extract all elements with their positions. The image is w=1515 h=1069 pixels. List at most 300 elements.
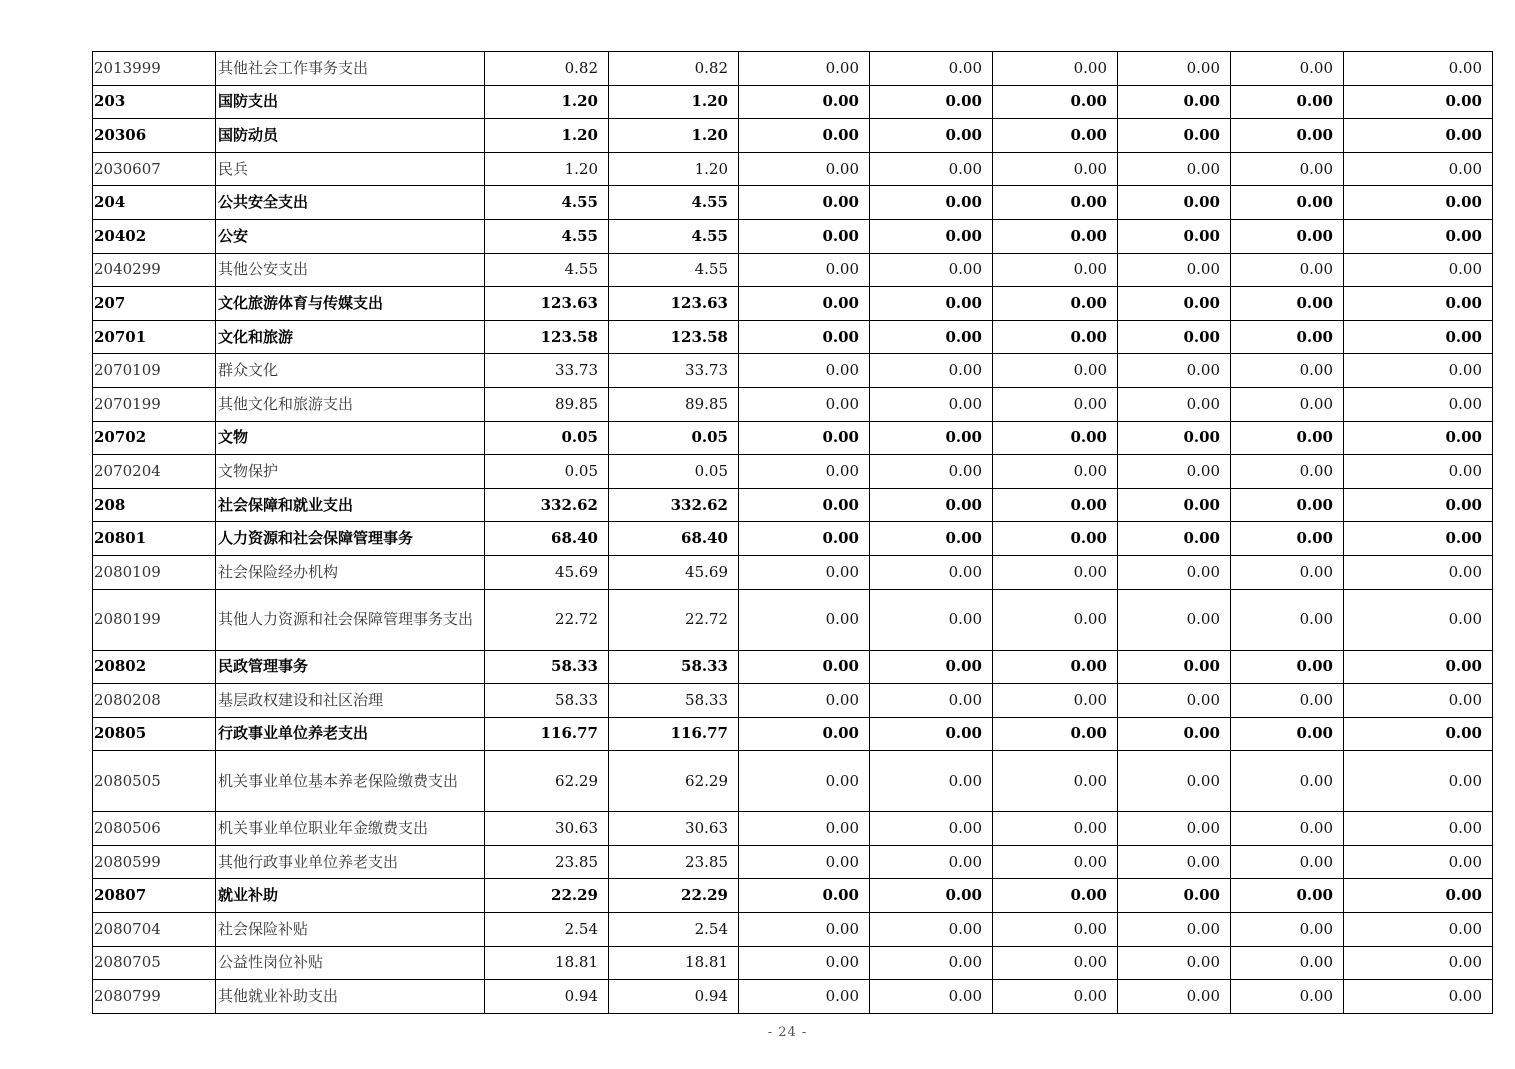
amount-cell: 0.00 [870, 522, 993, 556]
table-row [93, 555, 1493, 589]
amount-cell: 68.40 [485, 522, 609, 556]
amount-cell: 0.00 [1118, 555, 1231, 589]
table-row [93, 455, 1493, 489]
amount-cell: 2.54 [485, 913, 609, 947]
amount-cell: 89.85 [485, 387, 609, 421]
amount-cell: 0.00 [739, 980, 870, 1014]
subject-name-cell: 文物保护 [216, 455, 485, 489]
amount-cell: 0.00 [739, 52, 870, 86]
amount-cell: 0.00 [739, 119, 870, 153]
subject-name-cell: 社会保险补贴 [216, 913, 485, 947]
amount-cell: 0.00 [1118, 879, 1231, 913]
amount-cell: 0.00 [993, 946, 1118, 980]
subject-name-cell: 其他社会工作事务支出 [216, 52, 485, 86]
amount-cell: 0.00 [1118, 812, 1231, 846]
amount-cell: 0.00 [1344, 980, 1493, 1014]
amount-cell: 0.05 [485, 421, 609, 455]
amount-cell: 0.00 [1118, 421, 1231, 455]
amount-cell: 0.00 [1231, 52, 1344, 86]
amount-cell: 0.00 [1344, 717, 1493, 751]
table-row [93, 650, 1493, 684]
amount-cell: 0.00 [739, 354, 870, 388]
amount-cell: 22.29 [609, 879, 739, 913]
amount-cell: 0.00 [1344, 421, 1493, 455]
amount-cell: 0.00 [870, 684, 993, 718]
amount-cell: 0.94 [485, 980, 609, 1014]
subject-code-cell: 20807 [93, 879, 216, 913]
amount-cell: 0.00 [1344, 555, 1493, 589]
amount-cell: 0.00 [739, 455, 870, 489]
amount-cell: 0.00 [1118, 522, 1231, 556]
amount-cell: 0.00 [870, 555, 993, 589]
table-row [93, 879, 1493, 913]
amount-cell: 1.20 [609, 85, 739, 119]
amount-cell: 0.00 [1231, 287, 1344, 321]
amount-cell: 0.00 [1344, 219, 1493, 253]
subject-name-cell: 其他公安支出 [216, 253, 485, 287]
subject-code-cell: 20701 [93, 320, 216, 354]
amount-cell: 30.63 [609, 812, 739, 846]
amount-cell: 22.29 [485, 879, 609, 913]
amount-cell: 0.00 [1344, 522, 1493, 556]
subject-name-cell: 其他人力资源和社会保障管理事务支出 [216, 589, 485, 650]
amount-cell: 0.00 [739, 85, 870, 119]
subject-name-cell: 文化旅游体育与传媒支出 [216, 287, 485, 321]
subject-code-cell: 2080199 [93, 589, 216, 650]
amount-cell: 0.00 [993, 421, 1118, 455]
amount-cell: 0.00 [1231, 354, 1344, 388]
amount-cell: 0.00 [1118, 219, 1231, 253]
amount-cell: 0.00 [1118, 717, 1231, 751]
subject-name-cell: 国防支出 [216, 85, 485, 119]
amount-cell: 0.00 [1344, 946, 1493, 980]
amount-cell: 0.00 [739, 589, 870, 650]
amount-cell: 0.00 [1118, 845, 1231, 879]
amount-cell: 0.00 [739, 717, 870, 751]
subject-code-cell: 2070199 [93, 387, 216, 421]
amount-cell: 0.00 [870, 946, 993, 980]
amount-cell: 0.00 [1118, 354, 1231, 388]
amount-cell: 23.85 [609, 845, 739, 879]
subject-name-cell: 公安 [216, 219, 485, 253]
subject-name-cell: 公益性岗位补贴 [216, 946, 485, 980]
amount-cell: 0.00 [1231, 913, 1344, 947]
amount-cell: 0.00 [993, 253, 1118, 287]
amount-cell: 2.54 [609, 913, 739, 947]
amount-cell: 0.00 [993, 186, 1118, 220]
amount-cell: 0.05 [609, 421, 739, 455]
amount-cell: 58.33 [609, 650, 739, 684]
amount-cell: 0.00 [1231, 219, 1344, 253]
amount-cell: 0.00 [993, 52, 1118, 86]
amount-cell: 0.00 [739, 555, 870, 589]
subject-code-cell: 20805 [93, 717, 216, 751]
amount-cell: 0.00 [1344, 52, 1493, 86]
table-row [93, 253, 1493, 287]
amount-cell: 0.00 [870, 152, 993, 186]
subject-code-cell: 2030607 [93, 152, 216, 186]
amount-cell: 0.00 [1118, 684, 1231, 718]
amount-cell: 0.00 [870, 287, 993, 321]
amount-cell: 0.00 [1344, 488, 1493, 522]
amount-cell: 0.00 [1118, 85, 1231, 119]
amount-cell: 0.00 [993, 589, 1118, 650]
subject-name-cell: 行政事业单位养老支出 [216, 717, 485, 751]
amount-cell: 0.00 [1231, 387, 1344, 421]
amount-cell: 33.73 [609, 354, 739, 388]
amount-cell: 0.00 [870, 845, 993, 879]
amount-cell: 0.00 [1231, 812, 1344, 846]
amount-cell: 23.85 [485, 845, 609, 879]
amount-cell: 0.00 [1118, 650, 1231, 684]
table-body [93, 52, 1493, 1014]
amount-cell: 4.55 [485, 219, 609, 253]
subject-name-cell: 机关事业单位职业年金缴费支出 [216, 812, 485, 846]
amount-cell: 0.00 [993, 387, 1118, 421]
amount-cell: 1.20 [485, 152, 609, 186]
amount-cell: 0.00 [1231, 717, 1344, 751]
subject-name-cell: 群众文化 [216, 354, 485, 388]
amount-cell: 0.00 [1344, 455, 1493, 489]
amount-cell: 0.00 [1118, 913, 1231, 947]
subject-code-cell: 207 [93, 287, 216, 321]
amount-cell: 0.00 [1344, 152, 1493, 186]
amount-cell: 0.00 [993, 119, 1118, 153]
table-row [93, 52, 1493, 86]
subject-code-cell: 2013999 [93, 52, 216, 86]
amount-cell: 0.00 [739, 913, 870, 947]
amount-cell: 0.00 [1231, 946, 1344, 980]
amount-cell: 89.85 [609, 387, 739, 421]
amount-cell: 0.82 [609, 52, 739, 86]
amount-cell: 0.00 [1344, 387, 1493, 421]
amount-cell: 0.00 [993, 717, 1118, 751]
subject-name-cell: 文化和旅游 [216, 320, 485, 354]
subject-code-cell: 20402 [93, 219, 216, 253]
amount-cell: 0.00 [1231, 186, 1344, 220]
amount-cell: 123.63 [609, 287, 739, 321]
subject-code-cell: 2080799 [93, 980, 216, 1014]
amount-cell: 0.00 [1118, 119, 1231, 153]
amount-cell: 4.55 [609, 253, 739, 287]
amount-cell: 0.00 [993, 488, 1118, 522]
amount-cell: 0.00 [1344, 751, 1493, 812]
amount-cell: 0.00 [993, 879, 1118, 913]
subject-code-cell: 2070204 [93, 455, 216, 489]
amount-cell: 0.00 [870, 751, 993, 812]
subject-name-cell: 其他就业补助支出 [216, 980, 485, 1014]
subject-code-cell: 2080599 [93, 845, 216, 879]
amount-cell: 0.00 [1344, 186, 1493, 220]
amount-cell: 0.00 [739, 751, 870, 812]
amount-cell: 0.00 [739, 219, 870, 253]
amount-cell: 0.00 [1344, 589, 1493, 650]
table-row [93, 717, 1493, 751]
amount-cell: 0.00 [739, 287, 870, 321]
amount-cell: 0.00 [1118, 152, 1231, 186]
subject-name-cell: 其他文化和旅游支出 [216, 387, 485, 421]
table-row [93, 287, 1493, 321]
amount-cell: 332.62 [485, 488, 609, 522]
amount-cell: 332.62 [609, 488, 739, 522]
amount-cell: 0.00 [1231, 320, 1344, 354]
amount-cell: 0.00 [993, 522, 1118, 556]
amount-cell: 0.00 [1231, 845, 1344, 879]
amount-cell: 58.33 [485, 650, 609, 684]
amount-cell: 4.55 [485, 253, 609, 287]
subject-code-cell: 2080208 [93, 684, 216, 718]
table-row [93, 186, 1493, 220]
subject-code-cell: 2080705 [93, 946, 216, 980]
amount-cell: 0.00 [1231, 85, 1344, 119]
amount-cell: 22.72 [485, 589, 609, 650]
amount-cell: 0.00 [870, 879, 993, 913]
amount-cell: 0.00 [993, 812, 1118, 846]
amount-cell: 1.20 [609, 152, 739, 186]
amount-cell: 0.00 [1231, 421, 1344, 455]
amount-cell: 0.00 [870, 85, 993, 119]
subject-code-cell: 2070109 [93, 354, 216, 388]
table-row [93, 219, 1493, 253]
amount-cell: 0.00 [1118, 387, 1231, 421]
amount-cell: 0.00 [870, 320, 993, 354]
subject-name-cell: 就业补助 [216, 879, 485, 913]
amount-cell: 22.72 [609, 589, 739, 650]
amount-cell: 116.77 [485, 717, 609, 751]
amount-cell: 0.00 [870, 717, 993, 751]
amount-cell: 4.55 [609, 186, 739, 220]
subject-name-cell: 其他行政事业单位养老支出 [216, 845, 485, 879]
amount-cell: 0.00 [1118, 455, 1231, 489]
amount-cell: 0.00 [739, 488, 870, 522]
subject-name-cell: 人力资源和社会保障管理事务 [216, 522, 485, 556]
table-row [93, 522, 1493, 556]
subject-name-cell: 国防动员 [216, 119, 485, 153]
amount-cell: 0.00 [1231, 253, 1344, 287]
amount-cell: 0.00 [870, 219, 993, 253]
amount-cell: 0.00 [1231, 684, 1344, 718]
subject-code-cell: 20306 [93, 119, 216, 153]
table-row [93, 152, 1493, 186]
amount-cell: 0.00 [1231, 555, 1344, 589]
amount-cell: 0.00 [870, 253, 993, 287]
amount-cell: 0.00 [870, 421, 993, 455]
amount-cell: 0.00 [870, 354, 993, 388]
amount-cell: 0.00 [1231, 488, 1344, 522]
amount-cell: 4.55 [485, 186, 609, 220]
amount-cell: 0.00 [739, 152, 870, 186]
subject-name-cell: 社会保险经办机构 [216, 555, 485, 589]
amount-cell: 0.00 [739, 522, 870, 556]
amount-cell: 0.00 [993, 980, 1118, 1014]
amount-cell: 0.00 [870, 186, 993, 220]
amount-cell: 0.00 [870, 488, 993, 522]
amount-cell: 0.00 [1344, 287, 1493, 321]
amount-cell: 0.00 [1118, 946, 1231, 980]
subject-name-cell: 民政管理事务 [216, 650, 485, 684]
subject-code-cell: 2080505 [93, 751, 216, 812]
amount-cell: 0.00 [993, 320, 1118, 354]
amount-cell: 0.00 [739, 186, 870, 220]
subject-code-cell: 2040299 [93, 253, 216, 287]
amount-cell: 33.73 [485, 354, 609, 388]
amount-cell: 0.00 [993, 751, 1118, 812]
amount-cell: 0.00 [1344, 879, 1493, 913]
amount-cell: 30.63 [485, 812, 609, 846]
amount-cell: 0.00 [1344, 812, 1493, 846]
amount-cell: 0.00 [1118, 52, 1231, 86]
amount-cell: 0.00 [1118, 320, 1231, 354]
amount-cell: 0.00 [1118, 186, 1231, 220]
table-row [93, 320, 1493, 354]
table-row [93, 684, 1493, 718]
amount-cell: 0.05 [609, 455, 739, 489]
amount-cell: 0.00 [1231, 980, 1344, 1014]
amount-cell: 0.82 [485, 52, 609, 86]
table-row [93, 913, 1493, 947]
table-row [93, 85, 1493, 119]
subject-name-cell: 公共安全支出 [216, 186, 485, 220]
amount-cell: 0.00 [1231, 119, 1344, 153]
amount-cell: 0.94 [609, 980, 739, 1014]
amount-cell: 0.00 [870, 119, 993, 153]
amount-cell: 0.00 [993, 287, 1118, 321]
table-row [93, 751, 1493, 812]
amount-cell: 0.00 [739, 684, 870, 718]
amount-cell: 0.00 [1344, 354, 1493, 388]
subject-name-cell: 文物 [216, 421, 485, 455]
subject-name-cell: 社会保障和就业支出 [216, 488, 485, 522]
amount-cell: 0.00 [870, 387, 993, 421]
amount-cell: 0.00 [739, 879, 870, 913]
subject-code-cell: 20702 [93, 421, 216, 455]
table-row [93, 354, 1493, 388]
amount-cell: 123.58 [485, 320, 609, 354]
subject-code-cell: 20802 [93, 650, 216, 684]
amount-cell: 0.00 [993, 354, 1118, 388]
amount-cell: 68.40 [609, 522, 739, 556]
subject-name-cell: 基层政权建设和社区治理 [216, 684, 485, 718]
amount-cell: 123.58 [609, 320, 739, 354]
amount-cell: 0.00 [739, 320, 870, 354]
amount-cell: 0.00 [870, 650, 993, 684]
table-row [93, 812, 1493, 846]
subject-name-cell: 民兵 [216, 152, 485, 186]
amount-cell: 0.00 [1344, 650, 1493, 684]
amount-cell: 0.00 [993, 85, 1118, 119]
amount-cell: 0.00 [1231, 589, 1344, 650]
amount-cell: 0.00 [993, 555, 1118, 589]
amount-cell: 0.00 [1118, 488, 1231, 522]
amount-cell: 0.00 [993, 152, 1118, 186]
table-row [93, 845, 1493, 879]
amount-cell: 116.77 [609, 717, 739, 751]
amount-cell: 0.00 [1231, 522, 1344, 556]
amount-cell: 0.00 [1344, 684, 1493, 718]
amount-cell: 0.00 [1344, 85, 1493, 119]
amount-cell: 0.00 [993, 650, 1118, 684]
amount-cell: 0.00 [1231, 751, 1344, 812]
amount-cell: 0.00 [870, 980, 993, 1014]
subject-code-cell: 2080506 [93, 812, 216, 846]
amount-cell: 0.00 [870, 913, 993, 947]
amount-cell: 0.00 [739, 650, 870, 684]
amount-cell: 58.33 [485, 684, 609, 718]
amount-cell: 0.00 [1118, 287, 1231, 321]
amount-cell: 0.00 [1231, 650, 1344, 684]
subject-code-cell: 2080704 [93, 913, 216, 947]
amount-cell: 0.00 [1231, 152, 1344, 186]
amount-cell: 0.00 [1344, 119, 1493, 153]
amount-cell: 18.81 [485, 946, 609, 980]
amount-cell: 0.00 [1231, 455, 1344, 489]
amount-cell: 123.63 [485, 287, 609, 321]
amount-cell: 0.00 [1344, 913, 1493, 947]
amount-cell: 1.20 [609, 119, 739, 153]
amount-cell: 1.20 [485, 119, 609, 153]
subject-code-cell: 203 [93, 85, 216, 119]
table-row [93, 946, 1493, 980]
amount-cell: 0.00 [993, 219, 1118, 253]
subject-code-cell: 204 [93, 186, 216, 220]
amount-cell: 0.00 [739, 253, 870, 287]
amount-cell: 0.00 [1118, 589, 1231, 650]
table-row [93, 421, 1493, 455]
subject-code-cell: 208 [93, 488, 216, 522]
amount-cell: 0.00 [1344, 320, 1493, 354]
amount-cell: 0.00 [870, 52, 993, 86]
amount-cell: 0.00 [993, 845, 1118, 879]
amount-cell: 58.33 [609, 684, 739, 718]
amount-cell: 0.00 [870, 455, 993, 489]
amount-cell: 0.00 [739, 812, 870, 846]
amount-cell: 0.00 [1118, 980, 1231, 1014]
amount-cell: 4.55 [609, 219, 739, 253]
subject-code-cell: 2080109 [93, 555, 216, 589]
amount-cell: 62.29 [485, 751, 609, 812]
table-row [93, 488, 1493, 522]
amount-cell: 18.81 [609, 946, 739, 980]
amount-cell: 0.00 [1344, 845, 1493, 879]
amount-cell: 0.00 [870, 812, 993, 846]
amount-cell: 0.00 [739, 421, 870, 455]
amount-cell: 0.00 [1118, 253, 1231, 287]
amount-cell: 0.00 [739, 946, 870, 980]
table-row [93, 589, 1493, 650]
table-row [93, 119, 1493, 153]
amount-cell: 0.00 [739, 387, 870, 421]
subject-code-cell: 20801 [93, 522, 216, 556]
amount-cell: 0.00 [1231, 879, 1344, 913]
amount-cell: 1.20 [485, 85, 609, 119]
amount-cell: 0.05 [485, 455, 609, 489]
amount-cell: 62.29 [609, 751, 739, 812]
amount-cell: 45.69 [609, 555, 739, 589]
amount-cell: 0.00 [993, 684, 1118, 718]
amount-cell: 0.00 [993, 913, 1118, 947]
page-number: - 24 - [767, 1025, 808, 1040]
amount-cell: 0.00 [1118, 751, 1231, 812]
amount-cell: 45.69 [485, 555, 609, 589]
budget-table [92, 51, 1493, 1014]
table-row [93, 387, 1493, 421]
subject-name-cell: 机关事业单位基本养老保险缴费支出 [216, 751, 485, 812]
amount-cell: 0.00 [1344, 253, 1493, 287]
amount-cell: 0.00 [870, 589, 993, 650]
table-row [93, 980, 1493, 1014]
amount-cell: 0.00 [739, 845, 870, 879]
amount-cell: 0.00 [993, 455, 1118, 489]
